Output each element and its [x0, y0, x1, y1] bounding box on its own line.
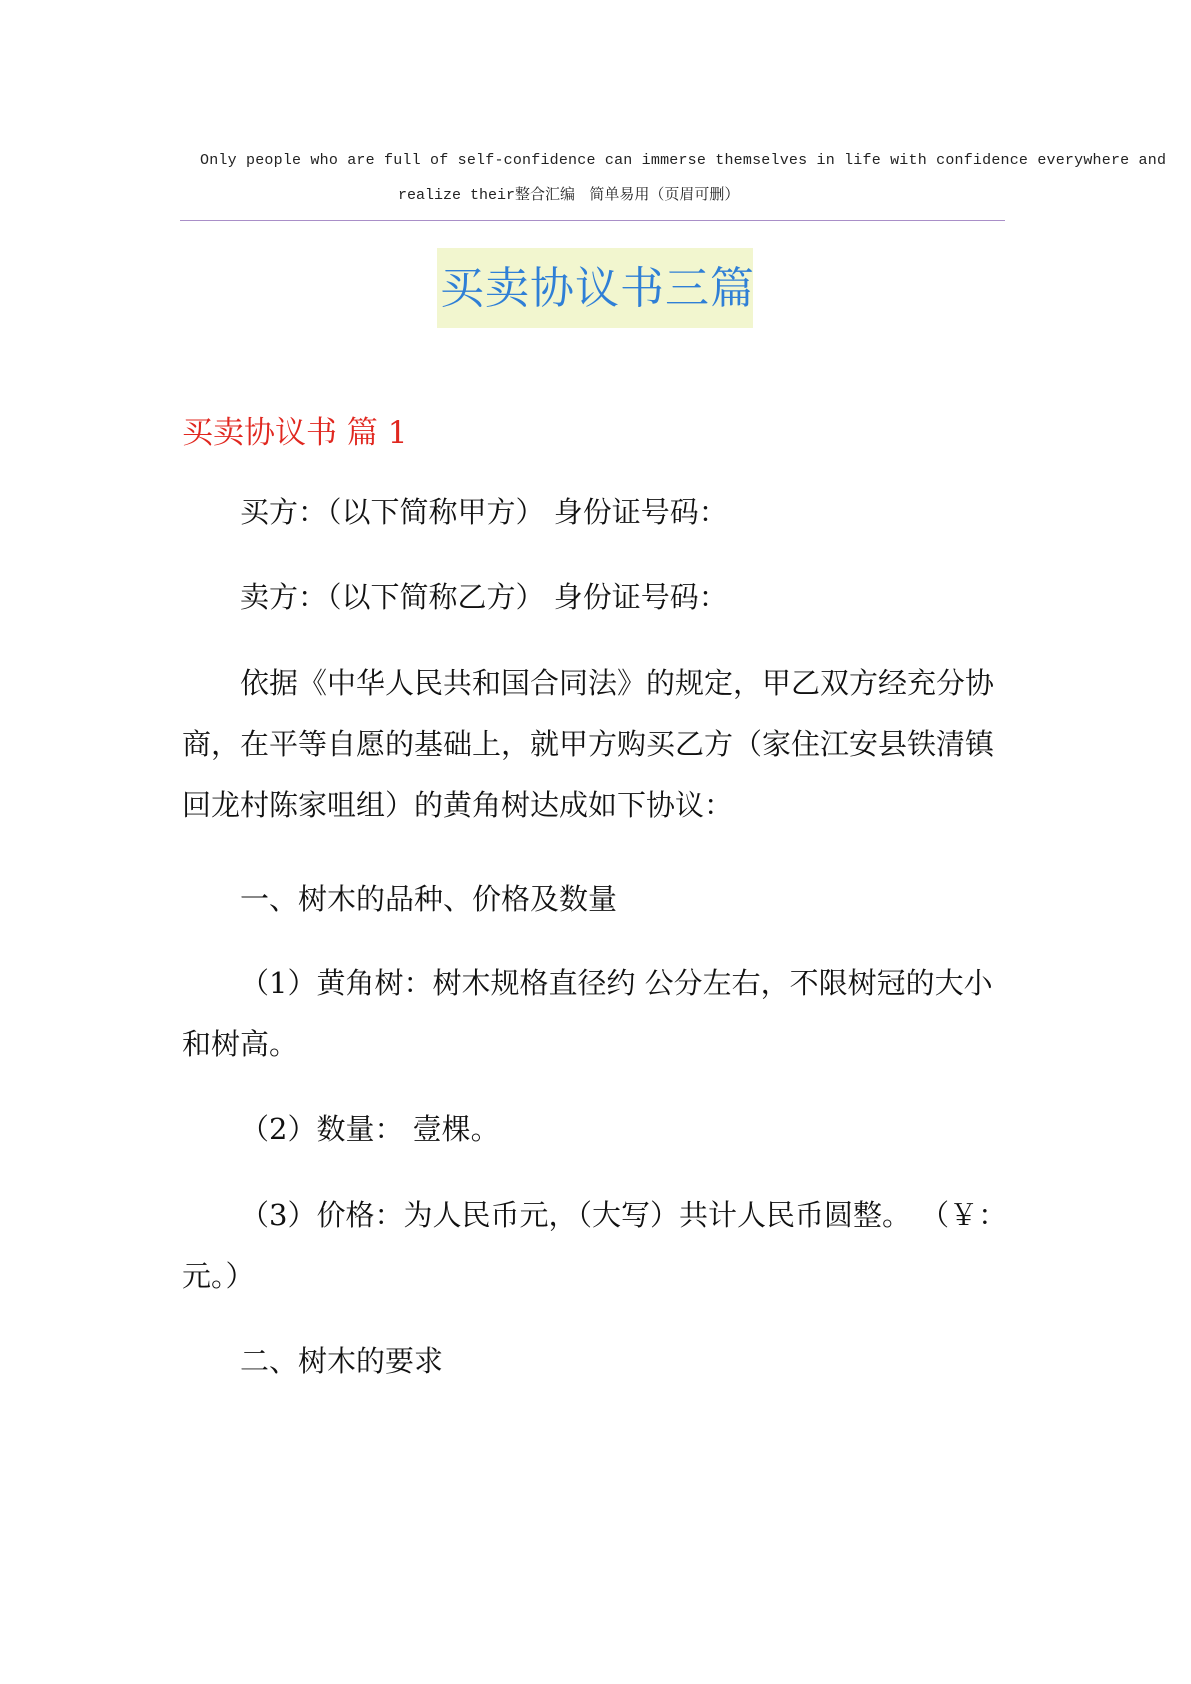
header-overlap-word: 整合汇编	[515, 185, 576, 203]
paragraph-section-one	[182, 869, 1012, 930]
paragraph-text: 卖方：（以下简称乙方） 身份证号码：	[240, 580, 728, 614]
header-row-2	[398, 183, 739, 204]
header-divider	[180, 220, 1005, 221]
paragraph-text: （2）数量： 壹棵。	[240, 1112, 500, 1146]
paragraph-text: （3）价格：为人民币元，（大写）共计人民币圆整。 （￥：元。）	[182, 1198, 1008, 1293]
header-english-line-1: Only people who are full of self-confidence can immerse themselves in life with confidence everywhere and	[200, 152, 1167, 169]
paragraph-text: 二、树木的要求	[240, 1344, 444, 1378]
paragraph-text: 买方：（以下简称甲方） 身份证号码：	[240, 495, 728, 529]
paragraph-text: 一、树木的品种、价格及数量	[240, 882, 618, 916]
paragraph-item-2	[182, 1099, 1012, 1160]
paragraph-section-two	[182, 1331, 1012, 1392]
paragraph-text: （1）黄角树：树木规格直径约 公分左右，不限树冠的大小和树高。	[182, 966, 993, 1061]
section-heading: 买卖协议书 篇 1	[182, 415, 408, 451]
paragraph-text: 依据《中华人民共和国合同法》的规定，甲乙双方经充分协商，在平等自愿的基础上，就甲方购买乙方（家住江安县铁清镇回龙村陈家咀组）的黄角树达成如下协议：	[182, 666, 995, 822]
paragraph-item-1	[182, 953, 1012, 1075]
header-english-line-2: realize their	[398, 187, 516, 204]
paragraph-item-3	[182, 1185, 1012, 1307]
paragraph-seller	[182, 567, 1012, 628]
document-title: 买卖协议书三篇	[440, 263, 755, 314]
header-chinese-tagline: 简单易用（页眉可删）	[589, 185, 740, 203]
paragraph-buyer	[182, 482, 1012, 543]
paragraph-basis	[182, 653, 1012, 836]
